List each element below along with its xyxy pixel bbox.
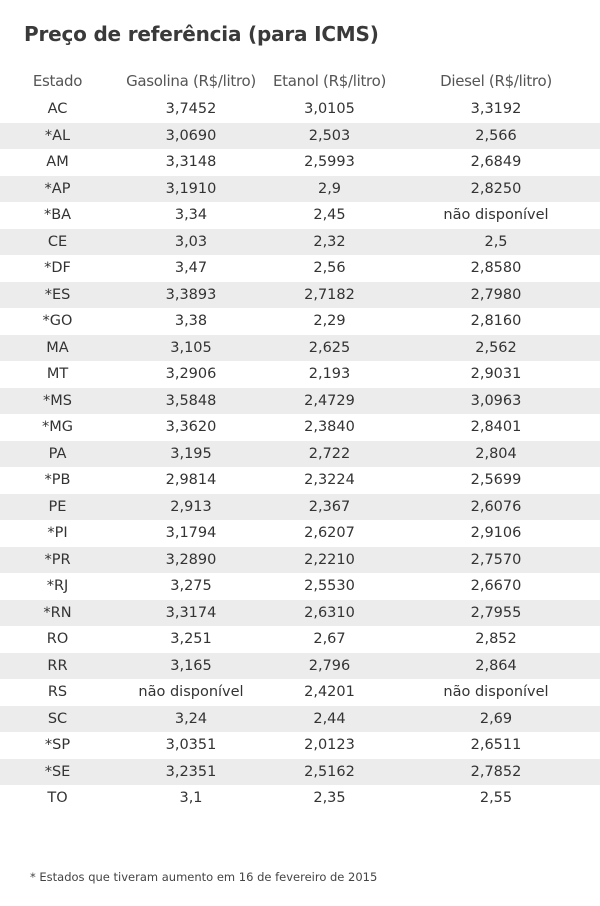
column-header-estado: Estado xyxy=(32,72,83,90)
cell-diesel: não disponível xyxy=(443,207,549,224)
cell-etanol: 2,6207 xyxy=(304,525,355,542)
table-row xyxy=(0,706,600,733)
cell-diesel: 2,5 xyxy=(392,229,600,256)
cell-estado: MA xyxy=(0,335,115,362)
table-body xyxy=(0,96,600,812)
cell-gasolina: não disponível xyxy=(138,684,244,701)
cell-estado: *DF xyxy=(44,260,71,277)
cell-gasolina: 3,1794 xyxy=(165,525,217,542)
cell-etanol: 2,44 xyxy=(267,706,392,733)
cell-gasolina: 3,3174 xyxy=(115,600,267,627)
cell-etanol: 2,796 xyxy=(267,653,392,680)
table-row xyxy=(0,308,600,335)
cell-etanol: 2,5530 xyxy=(304,578,355,595)
cell-estado: *PI xyxy=(47,525,68,542)
cell-gasolina: 3,03 xyxy=(115,229,267,256)
cell-estado: *GO xyxy=(42,313,73,330)
cell-diesel: 2,6076 xyxy=(392,494,600,521)
cell-diesel: 2,55 xyxy=(479,790,513,807)
cell-etanol: 2,0123 xyxy=(304,737,355,754)
cell-gasolina: 3,2351 xyxy=(115,759,267,786)
cell-estado: RO xyxy=(46,631,69,648)
cell-etanol: 2,503 xyxy=(267,123,392,150)
table-row xyxy=(0,123,600,150)
cell-gasolina: 3,3893 xyxy=(115,282,267,309)
cell-estado: SC xyxy=(0,706,115,733)
cell-estado: MT xyxy=(46,366,69,383)
cell-diesel: 2,69 xyxy=(392,706,600,733)
cell-gasolina: 3,2890 xyxy=(115,547,267,574)
cell-etanol: 2,7182 xyxy=(267,282,392,309)
table-row xyxy=(0,653,600,680)
table-row xyxy=(0,441,600,468)
table-row xyxy=(0,149,600,176)
header-row xyxy=(0,66,600,96)
cell-diesel: 2,804 xyxy=(392,441,600,468)
cell-estado: *PB xyxy=(44,472,71,489)
table-row xyxy=(0,388,600,415)
table-row xyxy=(0,467,600,494)
cell-estado: *RN xyxy=(0,600,115,627)
table-row xyxy=(0,176,600,203)
cell-estado: RR xyxy=(0,653,115,680)
column-header-gasolina: Gasolina (R$/litro) xyxy=(126,72,256,90)
cell-etanol: 3,0105 xyxy=(304,101,355,118)
cell-gasolina: 3,34 xyxy=(174,207,208,224)
cell-estado: *SP xyxy=(44,737,71,754)
cell-diesel: 2,6670 xyxy=(470,578,522,595)
cell-diesel: 2,562 xyxy=(392,335,600,362)
cell-estado: CE xyxy=(0,229,115,256)
cell-diesel: 2,7570 xyxy=(392,547,600,574)
table-row xyxy=(0,282,600,309)
cell-gasolina: 3,1 xyxy=(179,790,203,807)
cell-gasolina: 2,9814 xyxy=(165,472,217,489)
cell-etanol: 2,45 xyxy=(313,207,346,224)
cell-diesel: 2,7980 xyxy=(392,282,600,309)
cell-diesel: 2,8160 xyxy=(470,313,522,330)
cell-diesel: 2,9106 xyxy=(470,525,522,542)
cell-diesel: 2,8401 xyxy=(470,419,522,436)
table-row xyxy=(0,626,600,653)
cell-estado: AC xyxy=(47,101,68,118)
price-table xyxy=(0,66,600,812)
table-row xyxy=(0,335,600,362)
cell-estado: *MG xyxy=(42,419,73,436)
cell-diesel: 2,8580 xyxy=(470,260,522,277)
cell-diesel: 2,852 xyxy=(475,631,517,648)
table-row xyxy=(0,732,600,759)
table-row xyxy=(0,96,600,123)
table-row xyxy=(0,759,600,786)
cell-gasolina: 3,47 xyxy=(174,260,208,277)
cell-gasolina: 3,275 xyxy=(170,578,212,595)
cell-estado: RS xyxy=(47,684,68,701)
cell-etanol: 2,35 xyxy=(313,790,346,807)
cell-etanol: 2,722 xyxy=(267,441,392,468)
cell-estado: *AP xyxy=(0,176,115,203)
cell-estado: *RJ xyxy=(46,578,69,595)
cell-diesel: 2,9031 xyxy=(470,366,522,383)
table-row xyxy=(0,202,600,229)
cell-etanol: 2,3840 xyxy=(304,419,355,436)
cell-etanol: 2,67 xyxy=(313,631,346,648)
cell-diesel: 2,7955 xyxy=(392,600,600,627)
column-header-etanol: Etanol (R$/litro) xyxy=(272,72,387,90)
column-header-diesel: Diesel (R$/litro) xyxy=(440,72,552,90)
chart-title: Preço de referência (para ICMS) xyxy=(24,22,379,46)
cell-gasolina: 3,195 xyxy=(115,441,267,468)
cell-estado: PA xyxy=(0,441,115,468)
cell-estado: *ES xyxy=(0,282,115,309)
table-row xyxy=(0,414,600,441)
cell-etanol: 2,367 xyxy=(267,494,392,521)
cell-estado: *PR xyxy=(0,547,115,574)
cell-gasolina: 3,165 xyxy=(115,653,267,680)
cell-diesel: 2,864 xyxy=(392,653,600,680)
table-row xyxy=(0,547,600,574)
cell-gasolina: 3,5848 xyxy=(115,388,267,415)
cell-estado: AM xyxy=(46,154,69,171)
cell-estado: *MS xyxy=(0,388,115,415)
cell-diesel: 2,5699 xyxy=(470,472,522,489)
cell-etanol: 2,4201 xyxy=(304,684,355,701)
cell-diesel: 2,7852 xyxy=(392,759,600,786)
table-row xyxy=(0,573,600,600)
cell-etanol: 2,2210 xyxy=(267,547,392,574)
table-row xyxy=(0,600,600,627)
cell-etanol: 2,56 xyxy=(313,260,346,277)
cell-etanol: 2,625 xyxy=(267,335,392,362)
cell-gasolina: 3,38 xyxy=(174,313,208,330)
cell-diesel: 2,566 xyxy=(392,123,600,150)
cell-gasolina: 3,7452 xyxy=(165,101,217,118)
cell-estado: *BA xyxy=(43,207,72,224)
table-row xyxy=(0,229,600,256)
cell-etanol: 2,5993 xyxy=(304,154,355,171)
cell-estado: TO xyxy=(47,790,68,807)
table-row xyxy=(0,255,600,282)
cell-gasolina: 3,1910 xyxy=(115,176,267,203)
cell-etanol: 2,5162 xyxy=(267,759,392,786)
cell-estado: *AL xyxy=(0,123,115,150)
cell-etanol: 2,193 xyxy=(308,366,351,383)
cell-etanol: 2,6310 xyxy=(267,600,392,627)
cell-gasolina: 2,913 xyxy=(115,494,267,521)
cell-etanol: 2,3224 xyxy=(304,472,355,489)
table-row xyxy=(0,679,600,706)
cell-etanol: 2,29 xyxy=(313,313,346,330)
cell-gasolina: 3,105 xyxy=(115,335,267,362)
footnote: * Estados que tiveram aumento em 16 de fevereiro de 2015 xyxy=(30,870,378,884)
cell-etanol: 2,4729 xyxy=(267,388,392,415)
cell-diesel: 2,6849 xyxy=(470,154,522,171)
cell-diesel: 2,8250 xyxy=(392,176,600,203)
cell-diesel: 3,0963 xyxy=(392,388,600,415)
cell-gasolina: 3,24 xyxy=(115,706,267,733)
cell-gasolina: 3,0351 xyxy=(165,737,217,754)
cell-diesel: 2,6511 xyxy=(470,737,522,754)
cell-estado: *SE xyxy=(0,759,115,786)
table-row xyxy=(0,520,600,547)
cell-diesel: 3,3192 xyxy=(470,101,522,118)
cell-gasolina: 3,3620 xyxy=(165,419,217,436)
cell-gasolina: 3,3148 xyxy=(165,154,217,171)
table-row xyxy=(0,785,600,812)
cell-diesel: não disponível xyxy=(443,684,549,701)
cell-gasolina: 3,2906 xyxy=(165,366,217,383)
cell-gasolina: 3,0690 xyxy=(115,123,267,150)
table-row xyxy=(0,361,600,388)
table-row xyxy=(0,494,600,521)
cell-etanol: 2,9 xyxy=(267,176,392,203)
cell-estado: PE xyxy=(0,494,115,521)
cell-gasolina: 3,251 xyxy=(170,631,212,648)
cell-etanol: 2,32 xyxy=(267,229,392,256)
